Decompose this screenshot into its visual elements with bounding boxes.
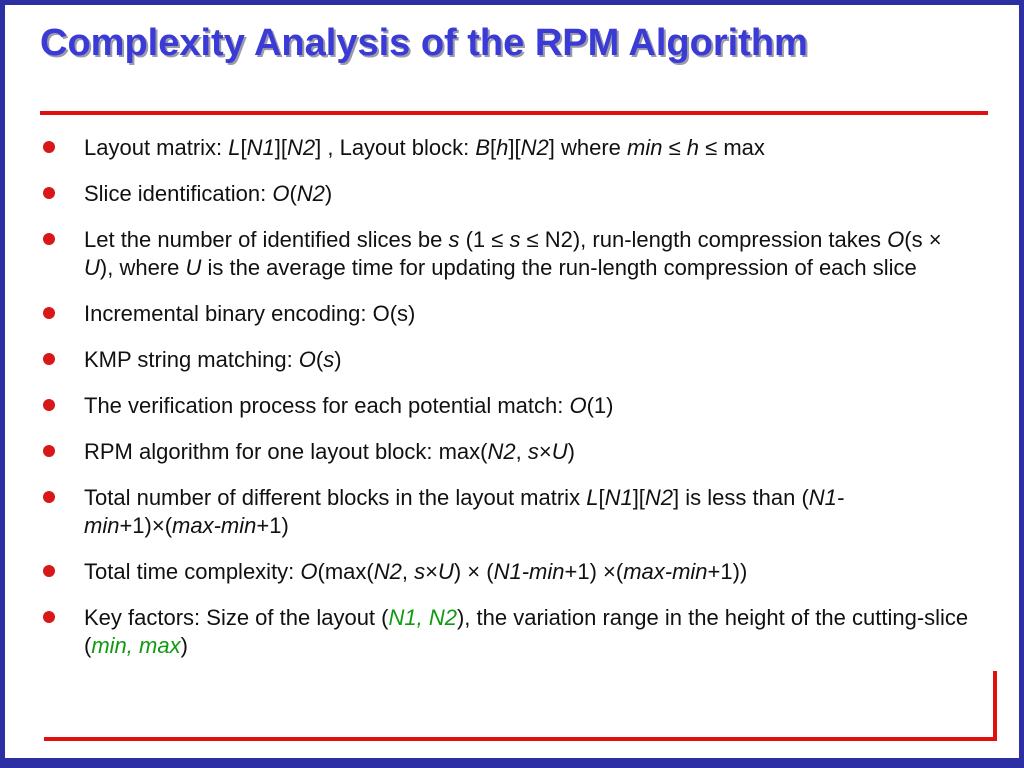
text: O (300, 559, 318, 584)
text: ( (289, 181, 297, 206)
text: N2 (373, 559, 402, 584)
text: max-min (623, 559, 708, 584)
text: O (887, 227, 905, 252)
frame-top-border (0, 0, 1024, 5)
text: ) (324, 181, 333, 206)
text: N2 (644, 485, 674, 510)
text: ][ (508, 135, 521, 160)
text: N2 (520, 135, 549, 160)
text: Slice identification: (84, 181, 273, 206)
text: [ (490, 135, 497, 160)
text: +1) ×( (564, 559, 624, 584)
text: (max( (317, 559, 374, 584)
bullet-kmp-matching (40, 346, 970, 374)
text: (s × (904, 227, 942, 252)
text: O (272, 181, 290, 206)
bullet-total-time (40, 558, 970, 586)
text: N2 (487, 439, 516, 464)
text: U (84, 255, 100, 280)
text: ≤ N2), run-length compression takes (520, 227, 888, 252)
text: ) × ( (453, 559, 494, 584)
text: , (401, 559, 415, 584)
text: U (437, 559, 454, 584)
text: N1 (604, 485, 633, 510)
slide-title: Complexity Analysis of the RPM Algorithm (40, 22, 808, 64)
text: is the average time for updating the run-length compression of each slice (201, 255, 917, 280)
bullet-run-length (40, 226, 970, 282)
bullet-total-blocks (40, 484, 970, 540)
text: ][ (632, 485, 645, 510)
text: N1-min (493, 559, 565, 584)
text: [ (240, 135, 247, 160)
frame-left-border (0, 0, 5, 768)
text: L (586, 485, 599, 510)
bullet-dot-icon (43, 141, 55, 153)
bullet-layout-matrix (40, 134, 970, 162)
text: ≤ (662, 135, 687, 160)
text: (1 ≤ (459, 227, 510, 252)
bullet-dot-icon (43, 491, 55, 503)
text: Let the number of identified slices be (84, 227, 449, 252)
frame-right-border (1019, 0, 1024, 768)
text: L (228, 135, 241, 160)
text: × (425, 559, 438, 584)
title-underline (40, 111, 988, 115)
bullet-dot-icon (43, 611, 55, 623)
text: N2 (287, 135, 316, 160)
text: ( (315, 347, 324, 372)
text: O (298, 347, 316, 372)
bullet-dot-icon (43, 307, 55, 319)
text: ≤ max (699, 135, 765, 160)
frame-bottom-border (0, 758, 1024, 768)
text: +1)) (707, 559, 748, 584)
bullet-dot-icon (43, 565, 55, 577)
text: ), where (99, 255, 186, 280)
text: s (414, 559, 426, 584)
text: N1 (246, 135, 275, 160)
text: ) (334, 347, 342, 372)
bullet-list (40, 134, 970, 678)
decorative-rule-right (993, 671, 997, 741)
text: min (627, 135, 663, 160)
text: +1) (256, 513, 289, 538)
text: N1, N2 (388, 605, 457, 630)
text: ) (567, 439, 575, 464)
text: KMP string matching: (84, 347, 299, 372)
text: Key factors: Size of the layout ( (84, 605, 389, 630)
text: [ (598, 485, 605, 510)
bullet-slice-identification (40, 180, 970, 208)
text: max-min (172, 513, 257, 538)
text: O (569, 393, 587, 418)
text: s (448, 227, 460, 252)
text: ] , Layout block: (315, 135, 476, 160)
text: h (686, 135, 700, 160)
decorative-rule-bottom (44, 737, 997, 741)
text: × (538, 439, 552, 464)
text: h (496, 135, 509, 160)
bullet-rpm-one-block (40, 438, 970, 466)
bullet-verification (40, 392, 970, 420)
text: min, max (91, 633, 181, 658)
text: s (323, 347, 335, 372)
text: (1) (586, 393, 614, 418)
bullet-dot-icon (43, 399, 55, 411)
text: N1-min (84, 485, 845, 538)
text: s (509, 227, 521, 252)
text: ) (180, 633, 188, 658)
text: , (515, 439, 528, 464)
text: N2 (296, 181, 325, 206)
text: Total time complexity: (84, 559, 301, 584)
bullet-key-factors (40, 604, 970, 660)
text: The verification process for each potential match: (84, 393, 570, 418)
text: Incremental binary encoding: O(s) (84, 301, 416, 326)
text: U (551, 439, 568, 464)
bullet-dot-icon (43, 187, 55, 199)
bullet-incremental-encoding (40, 300, 970, 328)
text: s (527, 439, 539, 464)
text: ), the variation range in the height of the cutting-slice ( (84, 605, 969, 658)
text: ] where (548, 135, 628, 160)
text: U (185, 255, 202, 280)
text: +1)×( (119, 513, 173, 538)
bullet-dot-icon (43, 233, 55, 245)
bullet-dot-icon (43, 353, 55, 365)
text: ] is less than ( (673, 485, 809, 510)
bullet-dot-icon (43, 445, 55, 457)
text: Total number of different blocks in the layout matrix (84, 485, 587, 510)
text: RPM algorithm for one layout block: max( (84, 439, 488, 464)
text: Layout matrix: (84, 135, 229, 160)
text: ][ (274, 135, 288, 160)
text: B (475, 135, 491, 160)
